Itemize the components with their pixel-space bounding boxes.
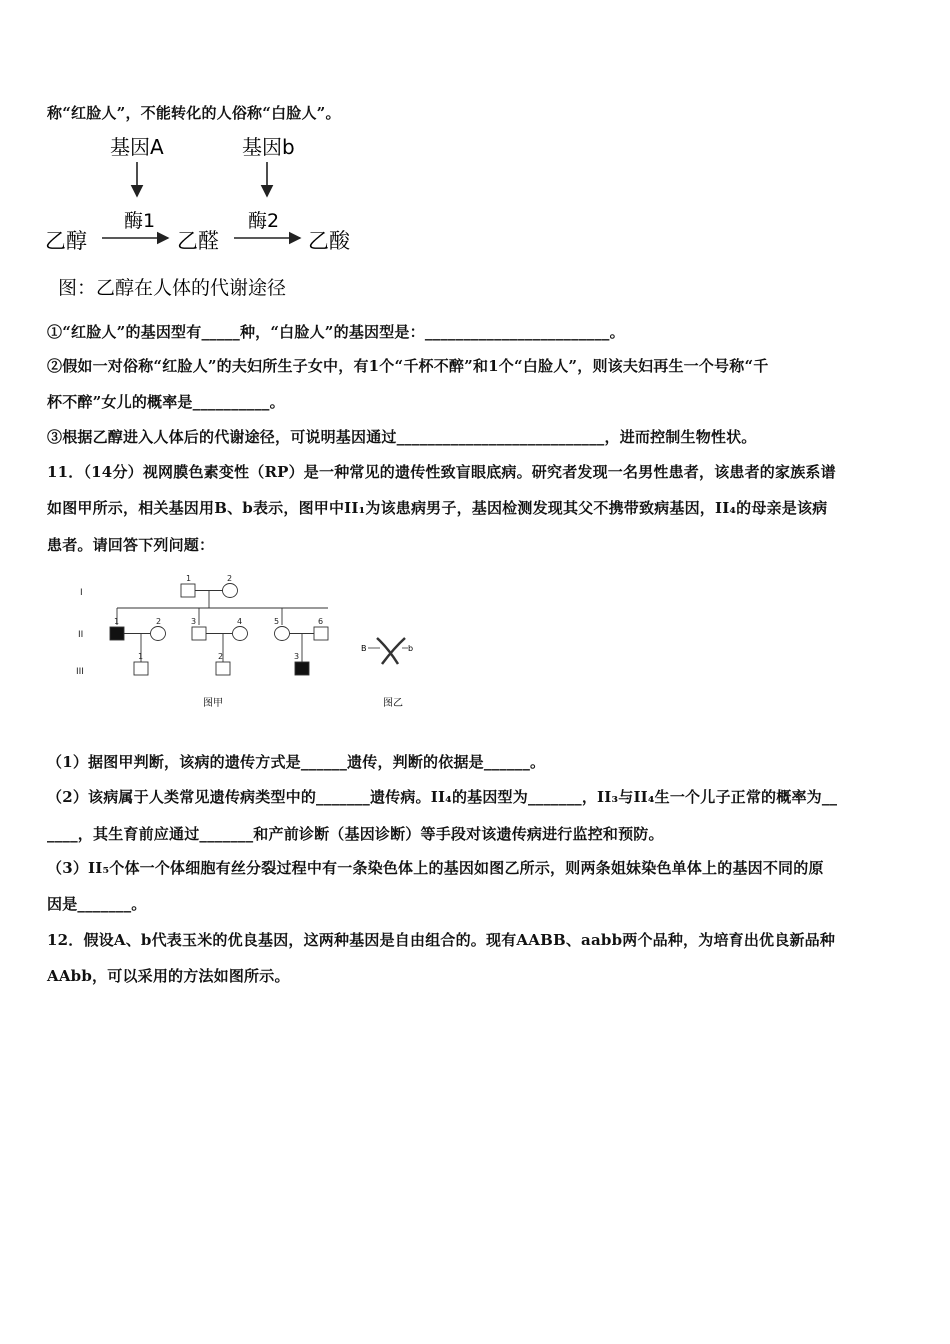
- gene-b-label: 基因b: [242, 135, 295, 159]
- II-1-affected-male: [110, 627, 124, 640]
- subquestion-2-line-2: ____，其生育前应通过_______和产前诊断（基因诊断）等手段对该遗传病进行监控和预防。: [47, 825, 664, 843]
- paragraph-intro: 称“红脸人”，不能转化的人俗称“白脸人”。: [47, 104, 341, 122]
- subquestion-3-line-2: 因是_______。: [47, 895, 147, 913]
- question-12-line-2: AAbb，可以采用的方法如图所示。: [47, 967, 290, 985]
- ethanol-label: 乙醇: [45, 229, 87, 253]
- III-3-affected-male: [295, 662, 309, 675]
- chromosome-drawing: [368, 638, 408, 664]
- III-2-male: [216, 662, 230, 675]
- enzyme-2-label: 酶2: [248, 210, 280, 232]
- question-11-line-3: 患者。请回答下列问题：: [47, 536, 215, 554]
- pedigree-figure: [70, 568, 430, 718]
- I-2-number: 2: [227, 574, 233, 583]
- generation-label-II: II: [78, 630, 84, 640]
- question-11-line-2: 如图甲所示，相关基因用B、b表示，图甲中II₁为该患病男子，基因检测发现其父不携带致病基因，II₄的母亲是该病: [47, 499, 828, 517]
- II-5-female: [275, 627, 290, 641]
- acetaldehyde-label: 乙醛: [177, 229, 219, 253]
- II-3-male: [192, 627, 206, 640]
- subquestion-3-line-1: （3）II₅个体一个体细胞有丝分裂过程中有一条染色体上的基因如图乙所示，则两条姐妹染色单体上的基因不同的原: [47, 859, 824, 877]
- metabolism-pathway-figure: [40, 130, 370, 305]
- subquestion-1: （1）据图甲判断，该病的遗传方式是______遗传，判断的依据是______。: [47, 753, 546, 771]
- question-12-line-1: 12．假设A、b代表玉米的优良基因，这两种基因是自由组合的。现有AABB、aabb两个品种，为培育出优良新品种: [47, 931, 836, 949]
- III-1-male: [134, 662, 148, 675]
- question-2-line-1: ②假如一对俗称“红脸人”的夫妇所生子女中，有1个“千杯不醉”和1个“白脸人”，则该夫妇再生一个号称“千: [47, 357, 769, 375]
- question-2-line-2: 杯不醉”女儿的概率是__________。: [47, 393, 285, 411]
- III-1-number: 1: [138, 652, 144, 661]
- question-1: ①“红脸人”的基因型有_____种，“白脸人”的基因型是：________________________。: [47, 323, 625, 341]
- II-3-number: 3: [191, 617, 197, 626]
- II-4-female: [233, 627, 248, 641]
- II-6-male: [314, 627, 328, 640]
- III-3-number: 3: [294, 652, 300, 661]
- chromosome-allele-B: B: [361, 644, 367, 653]
- II-5-number: 5: [274, 617, 280, 626]
- chromosome-allele-b: b: [408, 644, 414, 653]
- generation-label-I: I: [80, 588, 83, 598]
- II-4-number: 4: [237, 617, 243, 626]
- metabolism-caption: 图：乙醇在人体的代谢途径: [58, 277, 287, 299]
- figure-a-caption: 图甲: [203, 698, 223, 709]
- question-11-line-1: 11．（14分）视网膜色素变性（RP）是一种常见的遗传性致盲眼底病。研究者发现一名男性患者，该患者的家族系谱: [47, 463, 836, 481]
- II-2-number: 2: [156, 617, 162, 626]
- generation-label-III: III: [76, 667, 84, 677]
- subquestion-2-line-1: （2）该病属于人类常见遗传病类型中的_______遗传病。II₄的基因型为_______，II₃与II₄生一个儿子正常的概率为__: [47, 788, 838, 806]
- II-2-female: [151, 627, 166, 641]
- II-1-number: 1: [114, 617, 120, 626]
- I-2-female: [223, 584, 238, 598]
- I-1-male: [181, 584, 195, 597]
- question-3: ③根据乙醇进入人体后的代谢途径，可说明基因通过___________________________，进而控制生物性状。: [47, 428, 757, 446]
- I-1-number: 1: [186, 574, 192, 583]
- gene-a-label: 基因A: [110, 135, 164, 159]
- enzyme-1-label: 酶1: [124, 210, 156, 232]
- figure-b-caption: 图乙: [383, 698, 403, 709]
- II-6-number: 6: [318, 617, 324, 626]
- acetic-acid-label: 乙酸: [308, 229, 350, 253]
- III-2-number: 2: [218, 652, 224, 661]
